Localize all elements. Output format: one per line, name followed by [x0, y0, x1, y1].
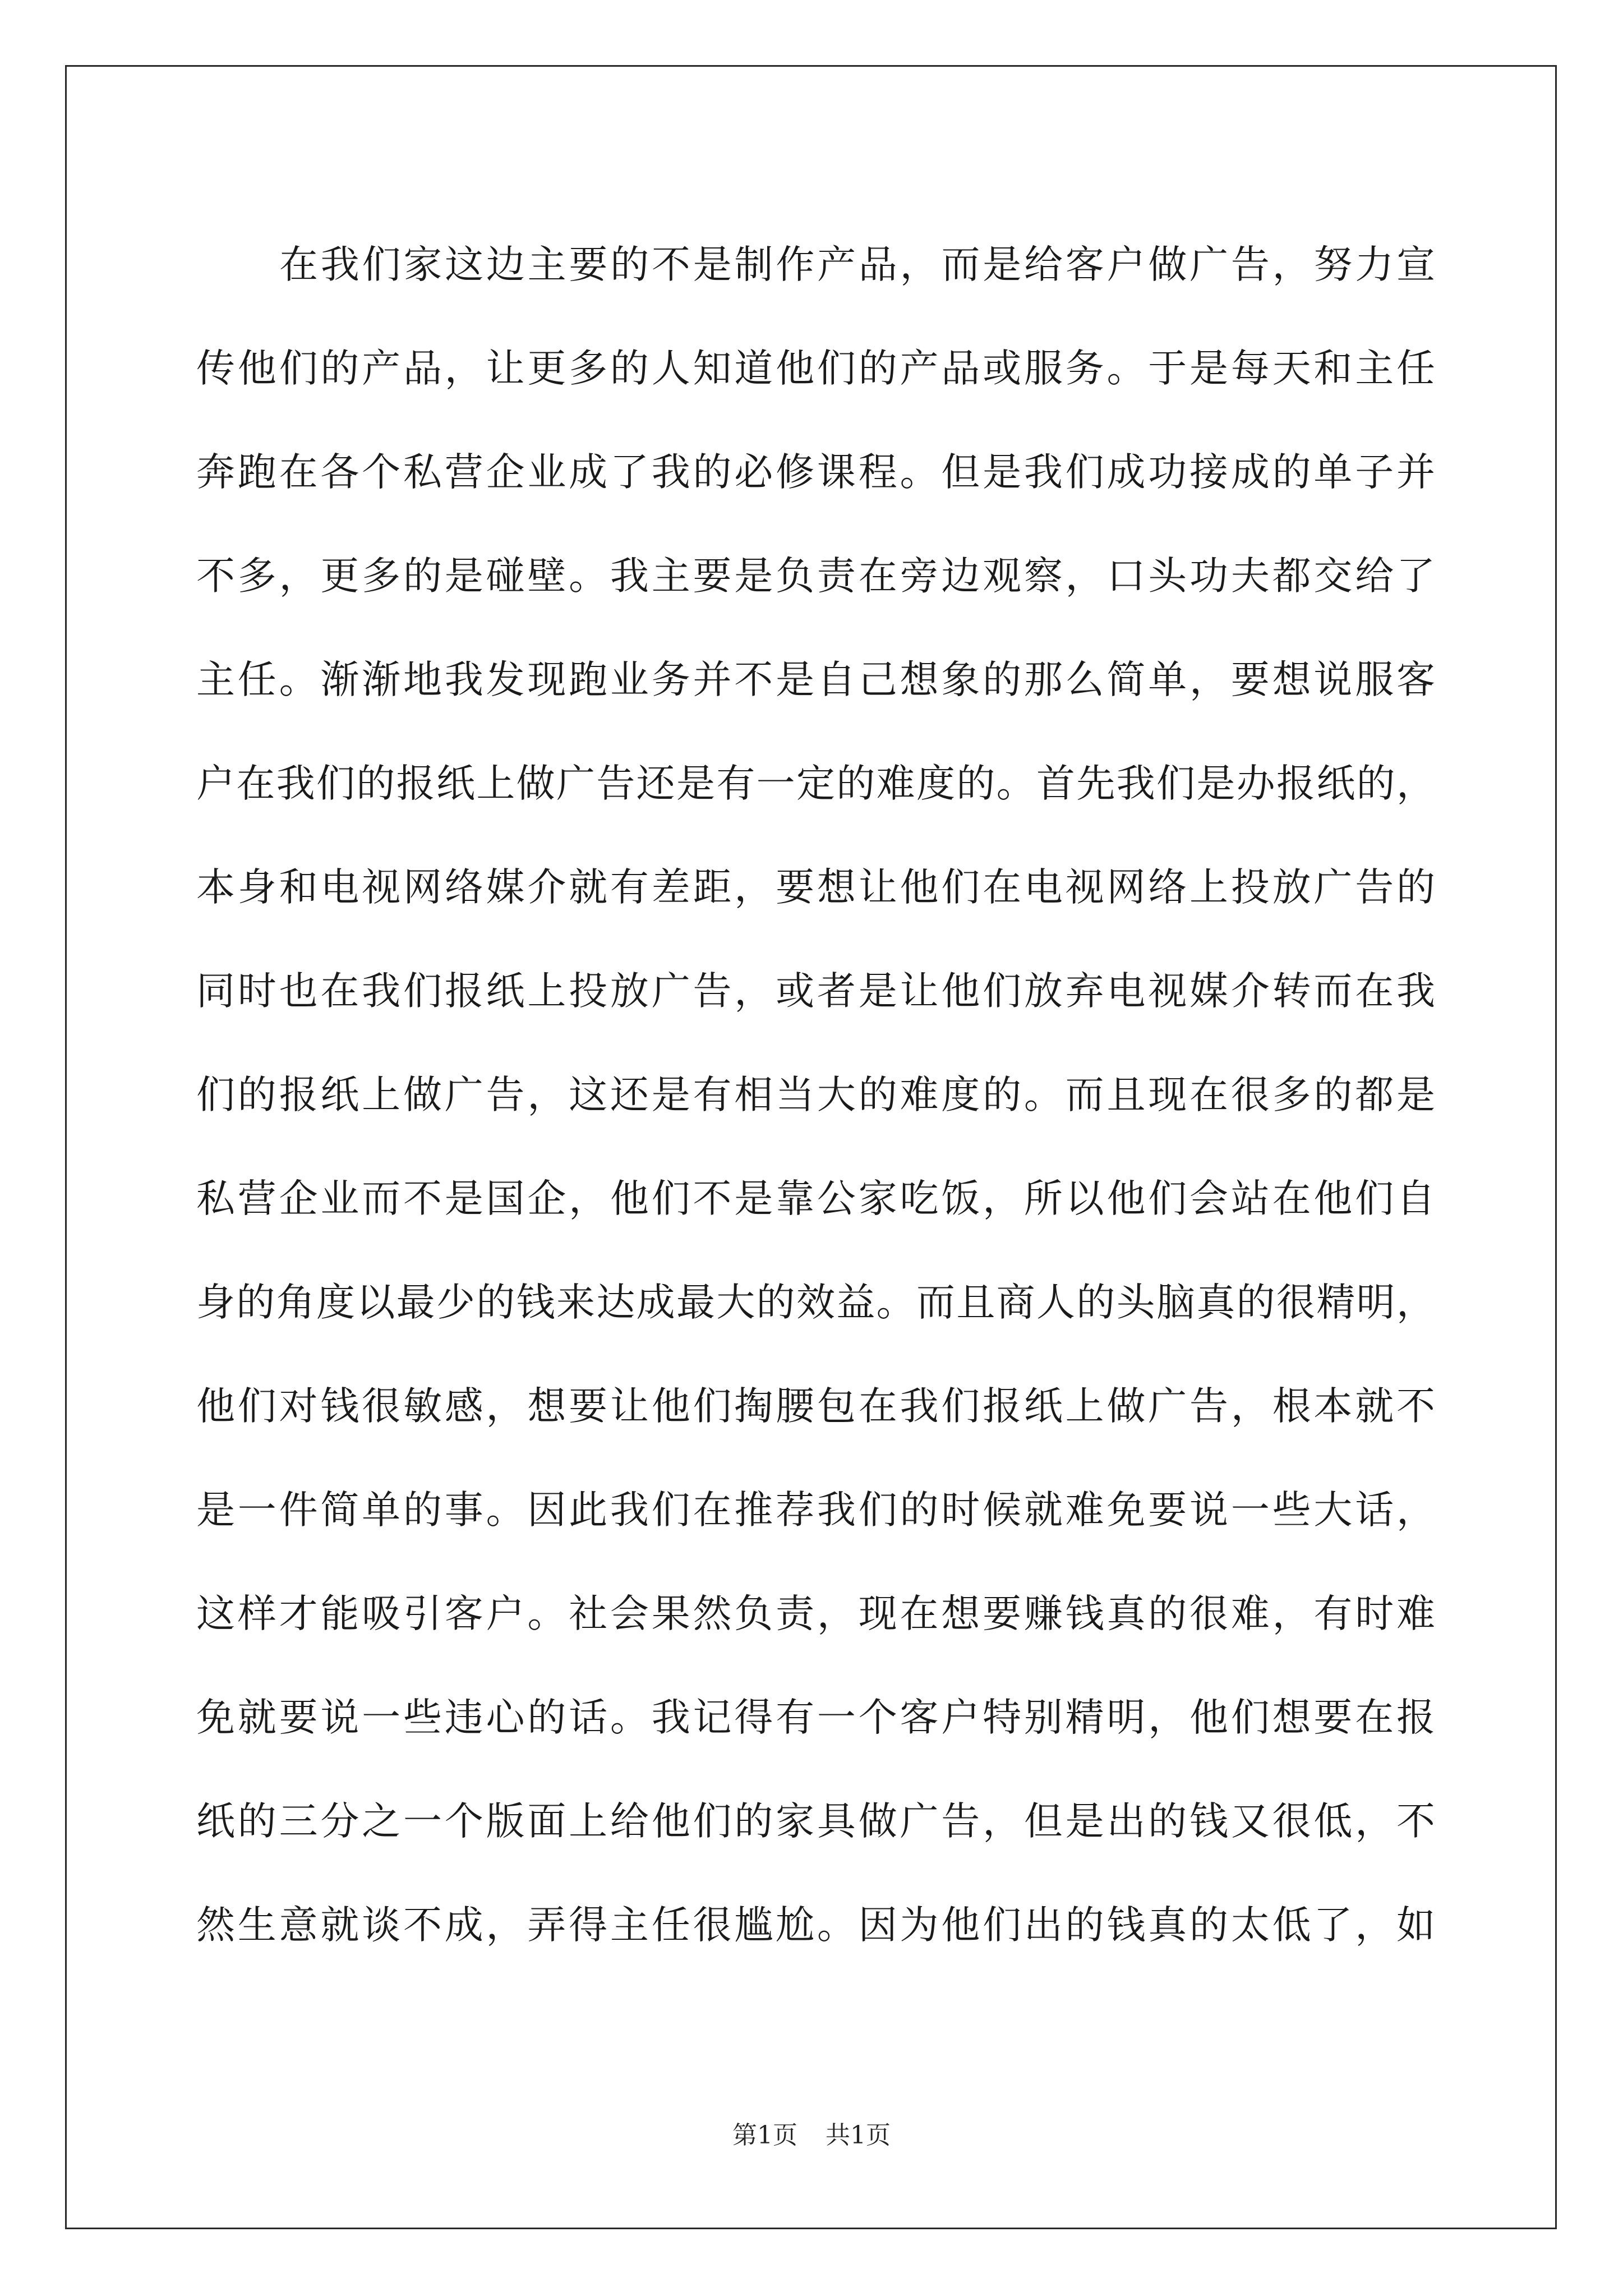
text-line: 本身和电视网络媒介就有差距，要想让他们在电视网络上投放广告的	[196, 865, 1436, 910]
page-number: 第1页	[732, 2121, 797, 2150]
text-line: 们的报纸上做广告，这还是有相当大的难度的。而且现在很多的都是	[196, 1073, 1436, 1117]
text-line: 私营企业而不是国企，他们不是靠公家吃饭，所以他们会站在他们自	[196, 1176, 1436, 1221]
page-footer	[0, 2115, 1623, 2151]
text-line: 传他们的产品，让更多的人知道他们的产品或服务。于是每天和主任	[196, 346, 1436, 391]
text-line: 然生意就谈不成，弄得主任很尴尬。因为他们出的钱真的太低了，如	[196, 1903, 1436, 1948]
text-line: 户在我们的报纸上做广告还是有一定的难度的。首先我们是办报纸的，	[196, 761, 1436, 806]
text-line: 不多，更多的是碰壁。我主要是负责在旁边观察，口头功夫都交给了	[196, 554, 1436, 599]
text-line: 免就要说一些违心的话。我记得有一个客户特别精明，他们想要在报	[196, 1695, 1436, 1740]
text-line: 是一件简单的事。因此我们在推荐我们的时候就难免要说一些大话，	[196, 1488, 1436, 1533]
page-total: 共1页	[826, 2121, 891, 2150]
text-line: 奔跑在各个私营企业成了我的必修课程。但是我们成功接成的单子并	[196, 450, 1436, 495]
body-text	[196, 213, 1436, 1977]
text-line: 他们对钱很敏感，想要让他们掏腰包在我们报纸上做广告，根本就不	[196, 1384, 1436, 1429]
text-line: 在我们家这边主要的不是制作产品，而是给客户做广告，努力宣	[279, 242, 1436, 287]
text-line: 纸的三分之一个版面上给他们的家具做广告，但是出的钱又很低，不	[196, 1799, 1436, 1844]
text-line: 同时也在我们报纸上投放广告，或者是让他们放弃电视媒介转而在我	[196, 969, 1436, 1014]
text-line: 这样才能吸引客户。社会果然负责，现在想要赚钱真的很难，有时难	[196, 1591, 1436, 1636]
text-line: 身的角度以最少的钱来达成最大的效益。而且商人的头脑真的很精明，	[196, 1280, 1436, 1325]
text-line: 主任。渐渐地我发现跑业务并不是自己想象的那么简单，要想说服客	[196, 657, 1436, 702]
